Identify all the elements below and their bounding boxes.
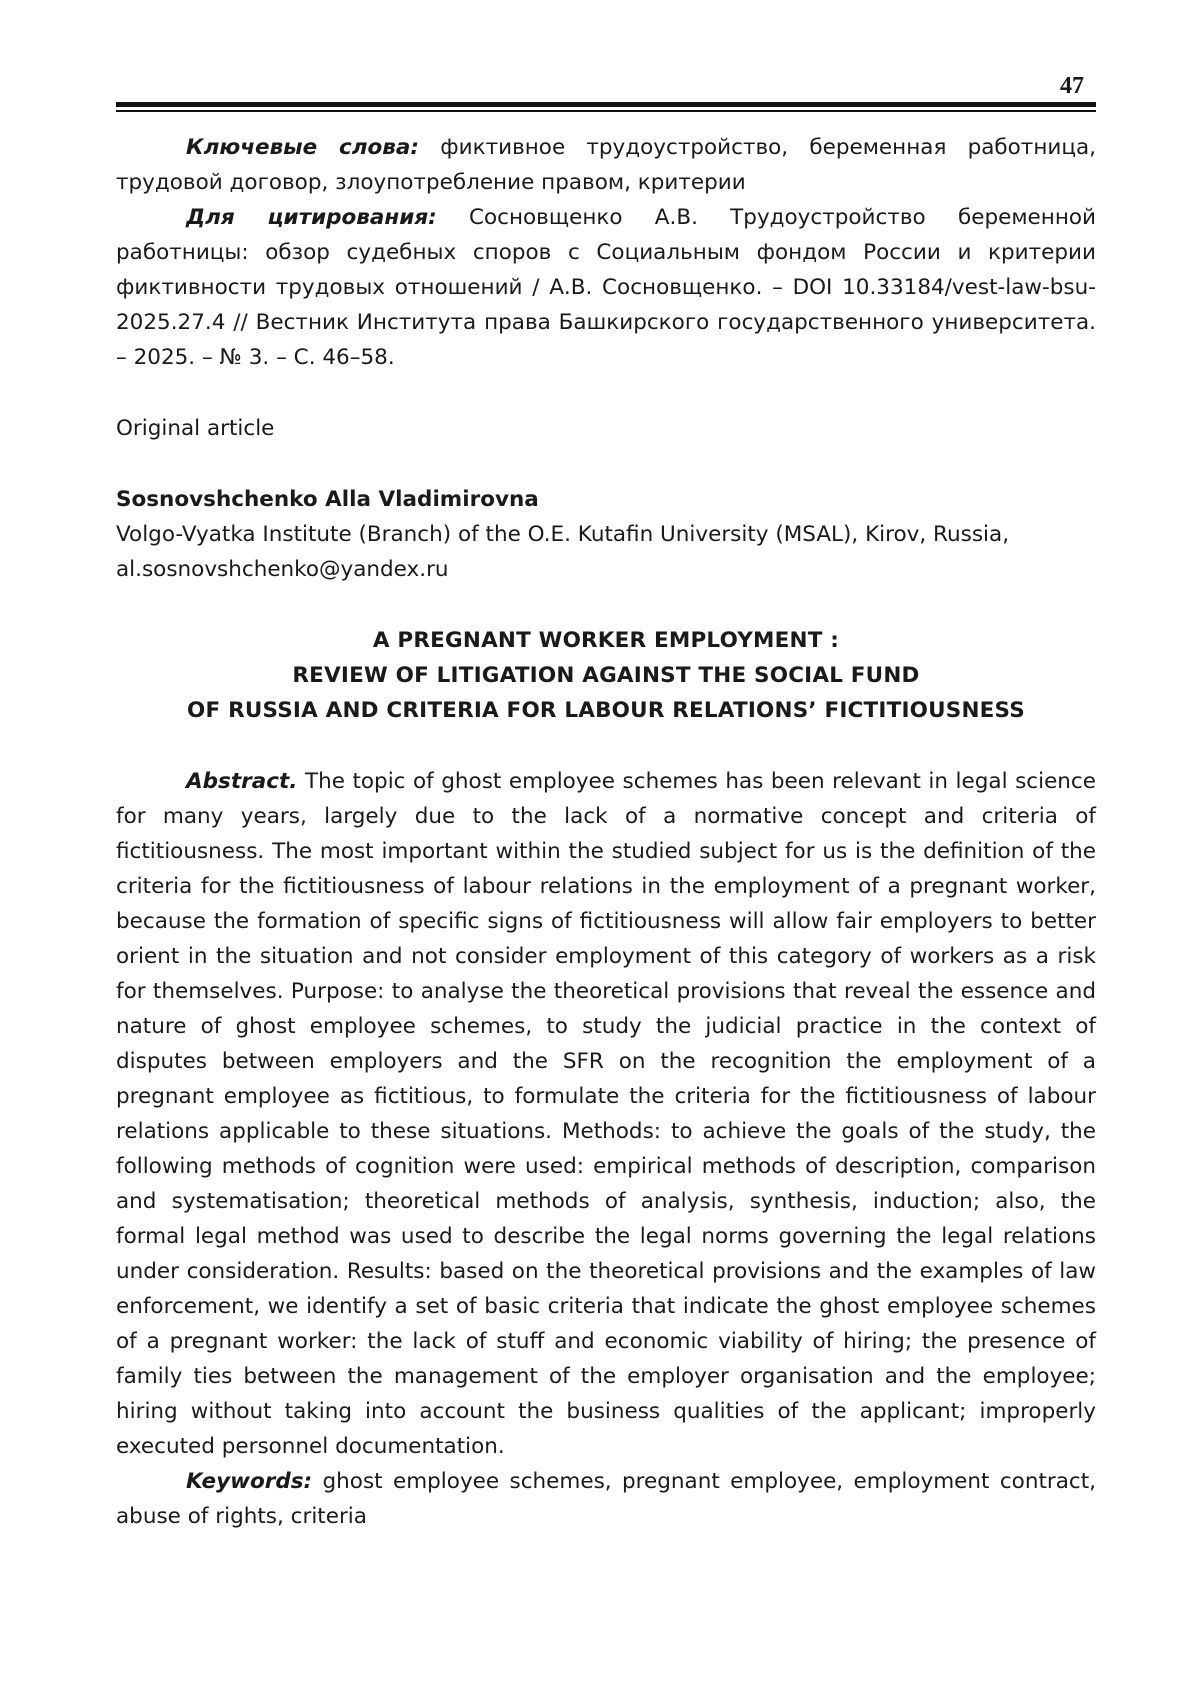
russian-citation xyxy=(116,200,1096,375)
russian-citation-label: Для цитирования: xyxy=(186,205,437,230)
russian-keywords-text: фиктивное трудоустройство, беременная работница, трудовой договор, злоупотребление правом, критерии xyxy=(116,135,1097,195)
spacer xyxy=(116,728,1096,764)
header-rule-thick xyxy=(116,102,1096,107)
russian-citation-text: Сосновщенко А.В. Трудоустройство беременной работницы: обзор судебных споров с Социальным фондом России и критерии фиктивности трудовых отношений / А.В. Сосновщенко. – DOI 10.33184/vest-law-bsu-2025.27.4 // Вестник Института права Башкирского государственного университета. – 2025. – № 3. – С. 46–58. xyxy=(116,205,1097,370)
article-title-line-3: OF RUSSIA AND CRITERIA FOR LABOUR RELATIONS’ FICTITIOUSNESS xyxy=(187,698,1025,723)
author-name: Sosnovshchenko Alla Vladimirovna xyxy=(116,487,539,512)
abstract-text: The topic of ghost employee schemes has been relevant in legal science for many years, largely due to the lack of a normative concept and criteria of fictitiousness. The most important within the studied subject for us is the definition of the criteria for the fictitiousness of labour relations in the employment of a pregnant worker, because the formation of specific signs of fictitiousness will allow fair employers to better orient in the situation and not consider employment of this category of workers as a risk for themselves. Purpose: to analyse the theoretical provisions that reveal the essence and nature of ghost employee schemes, to study the judicial practice in the context of disputes between employers and the SFR on the recognition the employment of a pregnant employee as fictitious, to formulate the criteria for the fictitiousness of labour relations applicable to these situations. Methods: to achieve the goals of the study, the following methods of cognition were used: empirical methods of description, comparison and systematisation; theoretical methods of analysis, synthesis, induction; also, the formal legal method was used to describe the legal norms governing the legal relations under consideration. Results: based on the theoretical provisions and the examples of law enforcement, we identify a set of basic criteria that indicate the ghost employee schemes of a pregnant worker: the lack of stuff and economic viability of hiring; the presence of family ties between the management of the employer organisation and the employee; hiring without taking into account the business qualities of the applicant; improperly executed personnel documentation. xyxy=(116,769,1096,1459)
author-affiliation: Volgo-Vyatka Institute (Branch) of the O.E. Kutafin University (MSAL), Kirov, Russia, xyxy=(116,522,1010,547)
russian-keywords xyxy=(116,130,1096,200)
author-email: al.sosnovshchenko@yandex.ru xyxy=(116,557,449,582)
header-rule-thin xyxy=(116,110,1096,112)
russian-keywords-label: Ключевые слова: xyxy=(186,135,420,160)
page-number: 47 xyxy=(1060,73,1084,99)
article-title-line-2: REVIEW OF LITIGATION AGAINST THE SOCIAL FUND xyxy=(292,663,920,688)
article-body xyxy=(116,130,1096,1534)
keywords-label: Keywords: xyxy=(186,1469,313,1494)
keywords-text: ghost employee schemes, pregnant employee, employment contract, abuse of rights, criteria xyxy=(116,1469,1096,1529)
abstract xyxy=(116,764,1096,1464)
spacer xyxy=(116,587,1096,623)
abstract-label: Abstract. xyxy=(186,769,298,794)
article-type: Original article xyxy=(116,416,275,441)
article-title xyxy=(116,623,1096,728)
keywords xyxy=(116,1464,1096,1534)
spacer xyxy=(116,446,1096,482)
article-title-line-1: A PREGNANT WORKER EMPLOYMENT : xyxy=(372,628,840,653)
spacer xyxy=(116,375,1096,411)
